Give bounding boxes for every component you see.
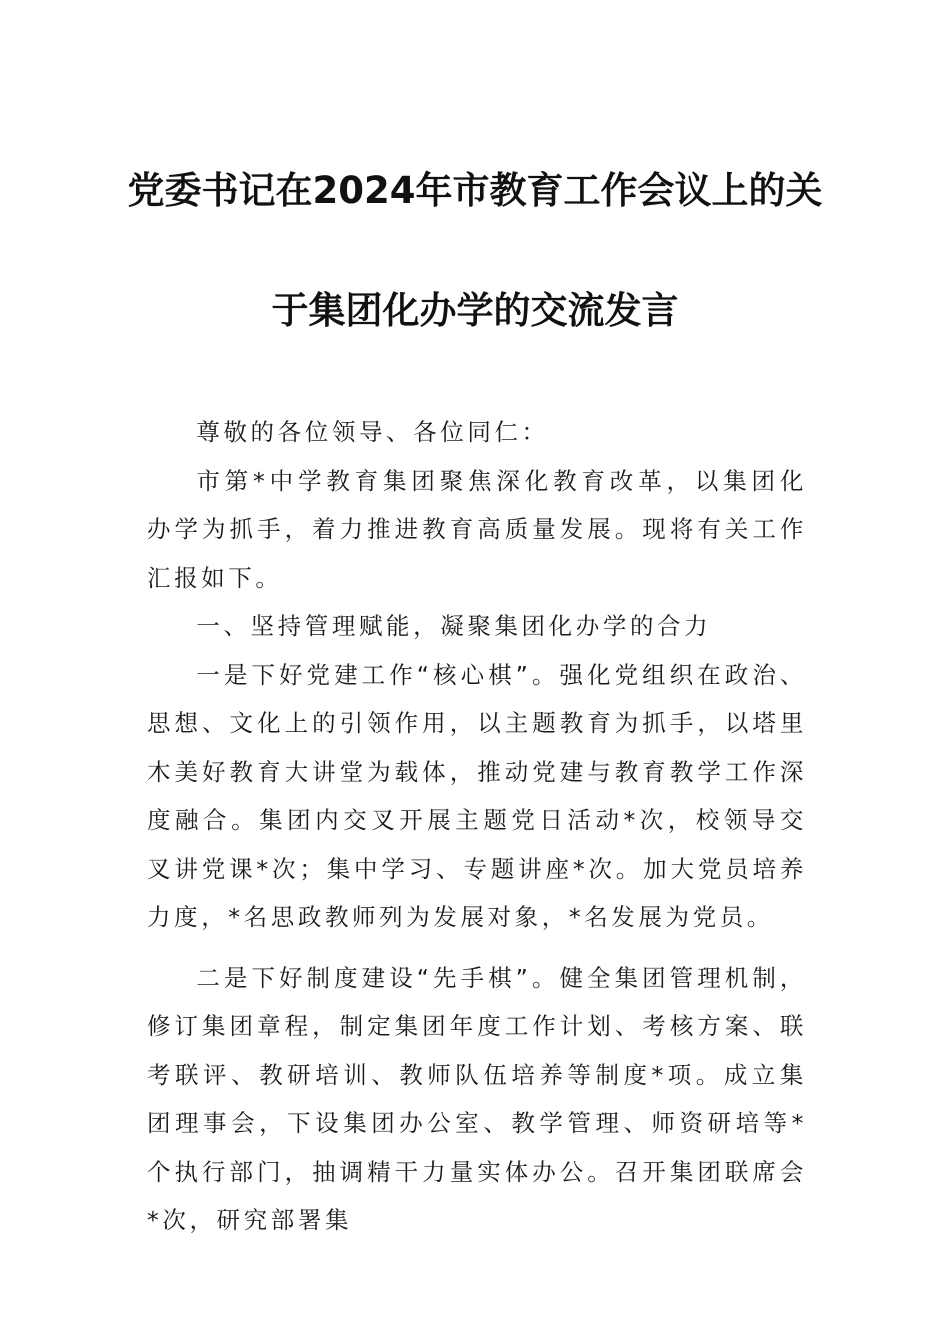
document-title-line-1: 党委书记在2024年市教育工作会议上的关 [127, 169, 823, 212]
paragraph-intro: 市第*中学教育集团聚焦深化教育改革，以集团化办学为抓手，着力推进教育高质量发展。现将有关工作汇报如下。 [147, 466, 807, 592]
paragraph-party-building: 一是下好党建工作“核心棋”。强化党组织在政治、思想、文化上的引领作用，以主题教育为抓手，以塔里木美好教育大讲堂为载体，推动党建与教育教学工作深度融合。集团内交叉开展主题党日活动*次，校领导交叉讲党课*次；集中学习、专题讲座*次。加大党员培养力度，*名思政教师列为发展对象，*名发展为党员。 [147, 660, 807, 931]
document-title-line-2: 于集团化办学的交流发言 [271, 289, 679, 332]
greeting: 尊敬的各位领导、各位同仁： [196, 418, 549, 446]
document-body [147, 408, 807, 1245]
paragraph-system-building: 二是下好制度建设“先手棋”。健全集团管理机制，修订集团章程，制定集团年度工作计划、考核方案、联考联评、教研培训、教师队伍培养等制度*项。成立集团理事会，下设集团办公室、教学管理、师资研培等*个执行部门，抽调精干力量实体办公。召开集团联席会*次，研究部署集 [147, 963, 807, 1234]
section-heading-1: 一、坚持管理赋能，凝聚集团化办学的合力 [196, 612, 712, 640]
